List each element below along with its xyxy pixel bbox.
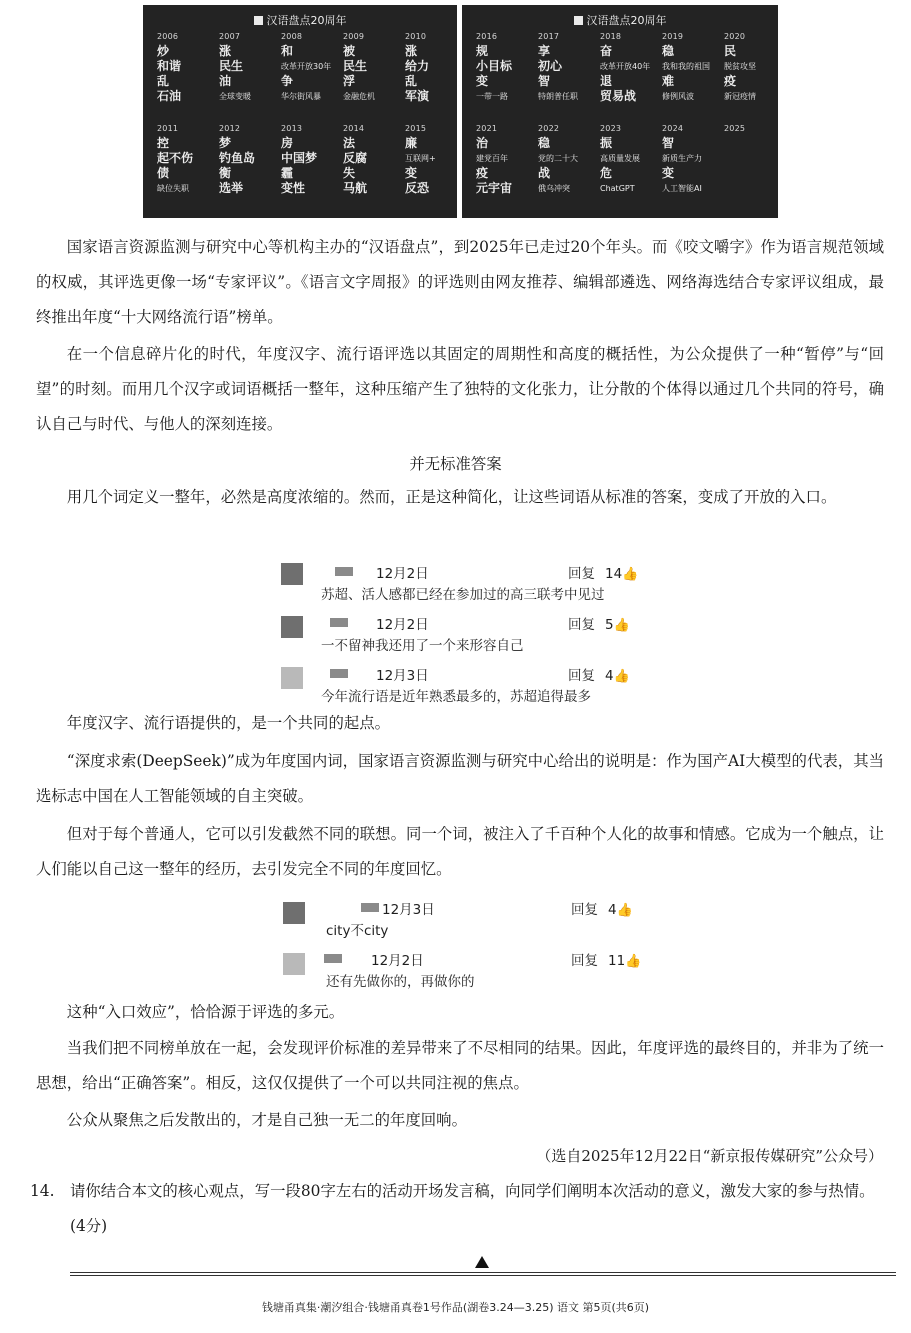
year-column xyxy=(476,124,536,196)
username-redacted[interactable] xyxy=(324,954,342,963)
avatar[interactable] xyxy=(281,616,303,638)
year-word: 法 xyxy=(343,136,356,150)
year-word: 浮 xyxy=(343,74,356,88)
year-word: 梦 xyxy=(219,136,232,150)
year-word: 疫 xyxy=(724,74,737,88)
year-word: 我和我的祖国 xyxy=(662,62,710,71)
year-word: 改革开放40年 xyxy=(600,62,651,71)
username-redacted[interactable] xyxy=(330,669,348,678)
year-word: 难 xyxy=(662,74,675,88)
year-label: 2022 xyxy=(538,124,560,133)
year-word: 退 xyxy=(600,74,613,88)
year-word: 互联网+ xyxy=(405,154,436,163)
year-label: 2013 xyxy=(281,124,303,133)
year-word: 振 xyxy=(600,136,613,150)
reply-label[interactable]: 回复 xyxy=(571,953,598,969)
year-label: 2025 xyxy=(724,124,746,133)
year-word: 一带一路 xyxy=(476,92,508,101)
year-word: 衡 xyxy=(219,166,232,180)
year-word: 治 xyxy=(476,136,489,150)
year-word: 民生 xyxy=(343,59,368,73)
year-word: 脱贫攻坚 xyxy=(724,62,756,71)
username-redacted[interactable] xyxy=(330,618,348,627)
year-column xyxy=(405,124,465,196)
reply-label[interactable]: 回复 xyxy=(568,668,595,684)
year-word: 党的二十大 xyxy=(538,154,578,163)
like-count[interactable]: 11 xyxy=(608,953,626,969)
year-column xyxy=(476,32,536,104)
year-label: 2011 xyxy=(157,124,179,133)
year-label: 2019 xyxy=(662,32,684,41)
footer-rule xyxy=(70,1272,896,1273)
year-word: 油 xyxy=(219,74,232,88)
thumbs-up-icon[interactable]: 👍 xyxy=(622,567,639,582)
year-word: 建党百年 xyxy=(476,154,508,163)
year-column xyxy=(343,124,403,196)
year-column xyxy=(157,32,217,104)
banner-title: 汉语盘点20周年 xyxy=(143,12,457,28)
year-word: 疫 xyxy=(476,166,489,180)
comment-date: 12月3日 xyxy=(376,668,429,684)
year-word: 危 xyxy=(600,166,613,180)
comment-text: city不city xyxy=(326,923,389,939)
comment-text: 苏超、活人感都已经在参加过的高三联考中见过 xyxy=(321,587,605,603)
year-word: 涨 xyxy=(219,44,232,58)
source-note: （选自2025年12月22日“新京报传媒研究”公众号） xyxy=(536,1147,883,1165)
year-word: 金融危机 xyxy=(343,92,375,101)
year-label: 2006 xyxy=(157,32,179,41)
year-word: 房 xyxy=(281,136,294,150)
triangle-icon xyxy=(475,1256,489,1268)
footer-rule xyxy=(70,1275,896,1276)
reply-button[interactable] xyxy=(571,949,641,969)
like-count[interactable]: 5 xyxy=(605,617,614,633)
paragraph-rankings: 当我们把不同榜单放在一起，会发现评价标准的差异带来了不尽相同的结果。因此，年度评选的最终目的，并非为了统一思想，给出“正确答案”。相反，这仅仅提供了一个可以共同注视的焦点。 xyxy=(36,1039,884,1092)
like-count[interactable]: 14 xyxy=(605,566,623,582)
year-word: 享 xyxy=(538,44,551,58)
page-footer: 钱塘甬真集·潮汐组合·钱塘甬真卷1号作品(湖卷3.24—3.25) 语文 第5页(共6页) xyxy=(261,1301,650,1314)
reply-label[interactable]: 回复 xyxy=(568,566,595,582)
year-word: 人工智能AI xyxy=(662,184,702,193)
avatar[interactable] xyxy=(281,667,303,689)
year-column xyxy=(343,32,403,104)
year-word: 稳 xyxy=(538,136,551,150)
year-column xyxy=(157,124,217,196)
year-word: 廉 xyxy=(405,136,418,150)
year-column xyxy=(600,32,660,104)
year-word: 乱 xyxy=(157,74,170,88)
year-word: 被 xyxy=(343,44,356,58)
logo-icon xyxy=(254,16,263,25)
paragraph-associations: 但对于每个普通人，它可以引发截然不同的联想。同一个词，被注入了千百种个人化的故事和情感。它成为一个触点，让人们能以自己这一整年的经历，去引发完全不同的年度回忆。 xyxy=(36,825,884,878)
comment-text: 今年流行语是近年熟悉最多的，苏超追得最多 xyxy=(321,689,591,705)
comment-date: 12月3日 xyxy=(382,902,435,918)
logo-icon xyxy=(574,16,583,25)
year-column xyxy=(724,32,784,104)
year-word: 炒 xyxy=(157,44,170,58)
year-label: 2016 xyxy=(476,32,498,41)
year-word: 规 xyxy=(476,44,489,58)
year-word: 高质量发展 xyxy=(600,154,640,163)
comment-date: 12月2日 xyxy=(376,566,429,582)
comment-date: 12月2日 xyxy=(376,617,429,633)
word-of-year-banner-right xyxy=(462,5,778,218)
year-word: ChatGPT xyxy=(600,184,635,193)
avatar[interactable] xyxy=(283,953,305,975)
banner-title: 汉语盘点20周年 xyxy=(462,12,778,28)
like-count[interactable]: 4 xyxy=(608,902,617,918)
year-word: 改革开放30年 xyxy=(281,62,332,71)
thumbs-up-icon[interactable]: 👍 xyxy=(613,618,630,633)
year-column xyxy=(538,124,598,196)
year-word: 初心 xyxy=(538,59,563,73)
year-word: 智 xyxy=(662,136,675,150)
thumbs-up-icon[interactable]: 👍 xyxy=(613,669,630,684)
year-word: 马航 xyxy=(343,181,368,195)
year-label: 2024 xyxy=(662,124,684,133)
reply-label[interactable]: 回复 xyxy=(568,617,595,633)
year-word: 军演 xyxy=(405,89,430,103)
year-word: 华尔街风暴 xyxy=(281,92,321,101)
year-column xyxy=(600,124,660,196)
year-word: 债 xyxy=(157,166,170,180)
question-text: 请你结合本文的核心观点，写一段80字左右的活动开场发言稿，向同学们阐明本次活动的意义，激发大家的参与热情。(4分) xyxy=(70,1182,875,1235)
year-label: 2009 xyxy=(343,32,365,41)
year-label: 2007 xyxy=(219,32,241,41)
year-word: 缺位失职 xyxy=(157,184,189,193)
year-word: 给力 xyxy=(405,59,430,73)
reply-button[interactable] xyxy=(568,613,630,633)
username-redacted[interactable] xyxy=(361,903,379,912)
paragraph-context: 在一个信息碎片化的时代，年度汉字、流行语评选以其固定的周期性和高度的概括性，为公众提供了一种“暂停”与“回望”的时刻。而用几个汉字或词语概括一整年，这种压缩产生了独特的文化张力，让分散的个体得以通过几个共同的符号，确认自己与时代、与他人的深刻连接。 xyxy=(36,345,884,433)
year-word: 新质生产力 xyxy=(662,154,702,163)
year-label: 2012 xyxy=(219,124,241,133)
year-label: 2017 xyxy=(538,32,560,41)
year-label: 2023 xyxy=(600,124,622,133)
comment-date: 12月2日 xyxy=(371,953,424,969)
reply-button[interactable] xyxy=(568,664,630,684)
year-column xyxy=(219,32,279,104)
year-label: 2020 xyxy=(724,32,746,41)
year-word: 涨 xyxy=(405,44,418,58)
year-column xyxy=(662,32,722,104)
paragraph-echo: 公众从聚焦之后发散出的，才是自己独一无二的年度回响。 xyxy=(66,1111,467,1129)
year-word: 民 xyxy=(724,44,737,58)
year-word: 乱 xyxy=(405,74,418,88)
avatar[interactable] xyxy=(281,563,303,585)
question-number: 14. xyxy=(30,1182,55,1200)
year-word: 失 xyxy=(343,166,356,180)
word-of-year-banner-left xyxy=(143,5,457,218)
year-word: 奋 xyxy=(600,44,613,58)
reply-button[interactable] xyxy=(568,562,638,582)
year-word: 变 xyxy=(405,166,418,180)
year-word: 中国梦 xyxy=(281,151,318,165)
comment-text: 还有先做你的，再做你的 xyxy=(326,974,475,990)
like-count[interactable]: 4 xyxy=(605,668,614,684)
section-title: 并无标准答案 xyxy=(409,455,502,473)
question-14 xyxy=(30,1174,886,1244)
year-word: 变 xyxy=(662,166,675,180)
reply-label[interactable]: 回复 xyxy=(571,902,598,918)
paragraph-entry-effect: 这种“入口效应”，恰恰源于评选的多元。 xyxy=(66,1003,345,1021)
year-word: 和谐 xyxy=(157,59,182,73)
year-label: 2021 xyxy=(476,124,498,133)
year-word: 修例风波 xyxy=(662,92,694,101)
year-label: 2018 xyxy=(600,32,622,41)
year-column xyxy=(281,32,341,104)
year-column xyxy=(219,124,279,196)
paragraph-deepseek: “深度求索(DeepSeek)”成为年度国内词，国家语言资源监测与研究中心给出的说明是：作为国产AI大模型的代表，其当选标志中国在人工智能领域的自主突破。 xyxy=(36,752,884,805)
year-word: 变 xyxy=(476,74,489,88)
year-label: 2014 xyxy=(343,124,365,133)
year-column xyxy=(538,32,598,104)
year-word: 和 xyxy=(281,44,294,58)
year-column xyxy=(281,124,341,196)
year-word: 稳 xyxy=(662,44,675,58)
thumbs-up-icon[interactable]: 👍 xyxy=(616,903,633,918)
year-label: 2008 xyxy=(281,32,303,41)
username-redacted[interactable] xyxy=(335,567,353,576)
year-word: 反恐 xyxy=(405,181,430,195)
year-word: 小目标 xyxy=(476,59,513,73)
avatar[interactable] xyxy=(283,902,305,924)
year-word: 钓鱼岛 xyxy=(219,151,256,165)
year-word: 俄乌冲突 xyxy=(538,184,570,193)
year-label: 2015 xyxy=(405,124,427,133)
year-word: 变性 xyxy=(281,181,306,195)
year-word: 贸易战 xyxy=(600,89,637,103)
year-word: 石油 xyxy=(157,89,182,103)
reply-button[interactable] xyxy=(571,898,633,918)
paragraph-intro: 国家语言资源监测与研究中心等机构主办的“汉语盘点”，到2025年已走过20个年头。而《咬文嚼字》作为语言规范领域的权威，其评选更像一场“专家评议”。《语言文字周报》的评选则由网友推荐、编辑部遴选、网络海选结合专家评议组成，最终推出年度“十大网络流行语”榜单。 xyxy=(36,238,884,326)
year-word: 控 xyxy=(157,136,170,150)
year-word: 霾 xyxy=(281,166,294,180)
thumbs-up-icon[interactable]: 👍 xyxy=(625,954,642,969)
year-word: 民生 xyxy=(219,59,244,73)
year-word: 反腐 xyxy=(343,151,368,165)
paragraph-starting-point: 年度汉字、流行语提供的，是一个共同的起点。 xyxy=(66,714,391,732)
year-word: 争 xyxy=(281,74,294,88)
paragraph-open-entry: 用几个词定义一整年，必然是高度浓缩的。然而，正是这种简化，让这些词语从标准的答案，变成了开放的入口。 xyxy=(66,488,837,506)
year-word: 智 xyxy=(538,74,551,88)
year-word: 全球变暖 xyxy=(219,92,251,101)
year-word: 元宇宙 xyxy=(476,181,513,195)
year-word: 选举 xyxy=(219,181,244,195)
year-column xyxy=(405,32,465,104)
year-word: 新冠疫情 xyxy=(724,92,756,101)
year-word: 起不伤 xyxy=(157,151,194,165)
year-word: 战 xyxy=(538,166,551,180)
year-label: 2010 xyxy=(405,32,427,41)
year-word: 特朗普任职 xyxy=(538,92,578,101)
comment-text: 一不留神我还用了一个来形容自己 xyxy=(321,638,524,654)
year-column xyxy=(662,124,722,196)
year-column xyxy=(724,124,784,136)
